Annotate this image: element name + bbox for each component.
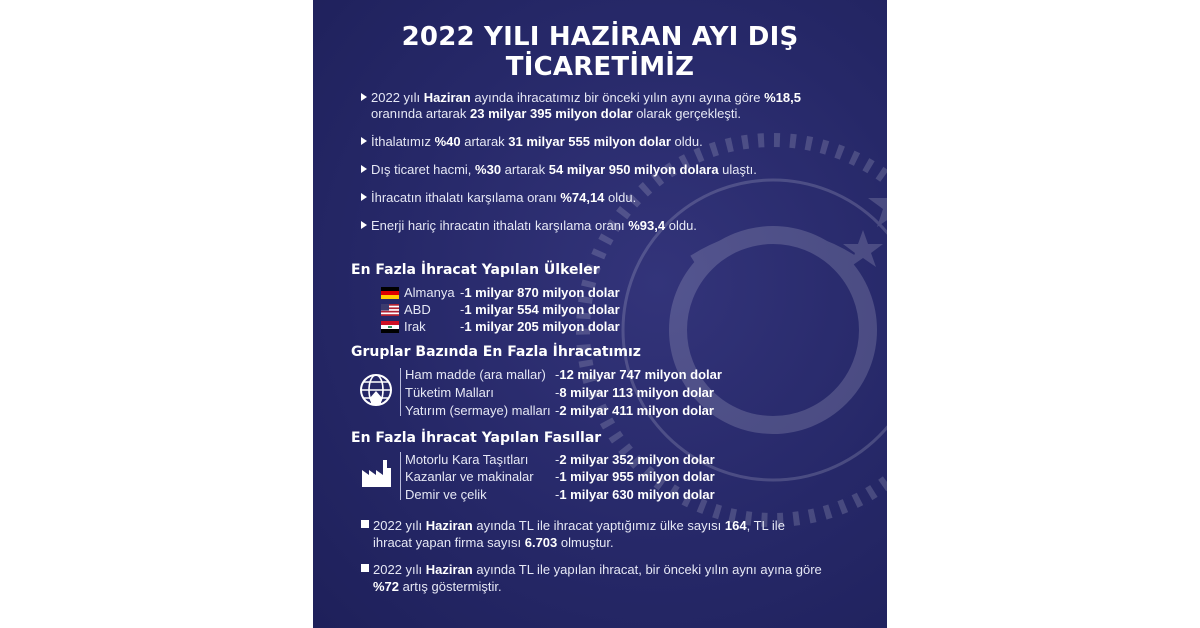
triangle-bullet-icon: [361, 93, 367, 101]
chapters-divider: [400, 452, 401, 500]
square-bullet-icon: [361, 520, 369, 528]
group-row-investment-goods: Yatırım (sermaye) malları -2 milyar 411 milyon dolar: [405, 403, 714, 418]
triangle-bullet-icon: [361, 193, 367, 201]
bullet-trade-volume: Dış ticaret hacmi, %30 artarak 54 milyar 950 milyon dolara ulaştı.: [361, 162, 831, 178]
factory-icon: [361, 458, 393, 488]
iraq-flag-icon: [381, 321, 399, 333]
globe-icon: [359, 373, 393, 407]
summary-bullets: [361, 90, 831, 246]
groups-heading: Gruplar Bazında En Fazla İhracatımız: [351, 344, 641, 360]
triangle-bullet-icon: [361, 221, 367, 229]
bullet-exports: 2022 yılı Haziran ayında ihracatımız bir önceki yılın aynı ayına göre %18,5 oranında artarak 23 milyar 395 milyon dolar olarak gerçekleşti.: [361, 90, 831, 122]
triangle-bullet-icon: [361, 165, 367, 173]
chapter-row-iron-steel: Demir ve çelik -1 milyar 630 milyon dolar: [405, 487, 715, 502]
germany-flag-icon: [381, 287, 399, 299]
chapter-row-machinery: Kazanlar ve makinalar -1 milyar 955 milyon dolar: [405, 469, 715, 484]
group-row-consumer-goods: Tüketim Malları -8 milyar 113 milyon dolar: [405, 385, 714, 400]
square-bullet-icon: [361, 564, 369, 572]
country-row-germany: Almanya -1 milyar 870 milyon dolar: [404, 285, 620, 300]
country-row-iraq: Irak -1 milyar 205 milyon dolar: [404, 319, 620, 334]
triangle-bullet-icon: [361, 137, 367, 145]
infographic-poster: [313, 0, 887, 628]
page-title: 2022 YILI HAZİRAN AYI DIŞ TİCARETİMİZ: [401, 22, 799, 82]
group-row-raw-materials: Ham madde (ara mallar) -12 milyar 747 milyon dolar: [405, 367, 722, 382]
note-tl-export-growth: 2022 yılı Haziran ayında TL ile yapılan ihracat, bir önceki yılın aynı ayına göre %72 artış göstermiştir.: [361, 561, 823, 595]
bullet-imports: İthalatımız %40 artarak 31 milyar 555 milyon dolar oldu.: [361, 134, 831, 150]
note-tl-exports: 2022 yılı Haziran ayında TL ile ihracat yaptığımız ülke sayısı 164, TL ile ihracat yapan firma sayısı 6.703 olmuştur.: [361, 517, 823, 551]
bullet-energy-excluded-ratio: Enerji hariç ihracatın ithalatı karşılama oranı %93,4 oldu.: [361, 218, 831, 234]
bullet-coverage-ratio: İhracatın ithalatı karşılama oranı %74,14 oldu.: [361, 190, 831, 206]
country-row-usa: ABD -1 milyar 554 milyon dolar: [404, 302, 620, 317]
usa-flag-icon: [381, 304, 399, 316]
chapters-heading: En Fazla İhracat Yapılan Fasıllar: [351, 430, 602, 446]
chapter-row-motor-vehicles: Motorlu Kara Taşıtları -2 milyar 352 milyon dolar: [405, 452, 715, 467]
groups-divider: [400, 368, 401, 416]
countries-heading: En Fazla İhracat Yapılan Ülkeler: [351, 262, 600, 278]
